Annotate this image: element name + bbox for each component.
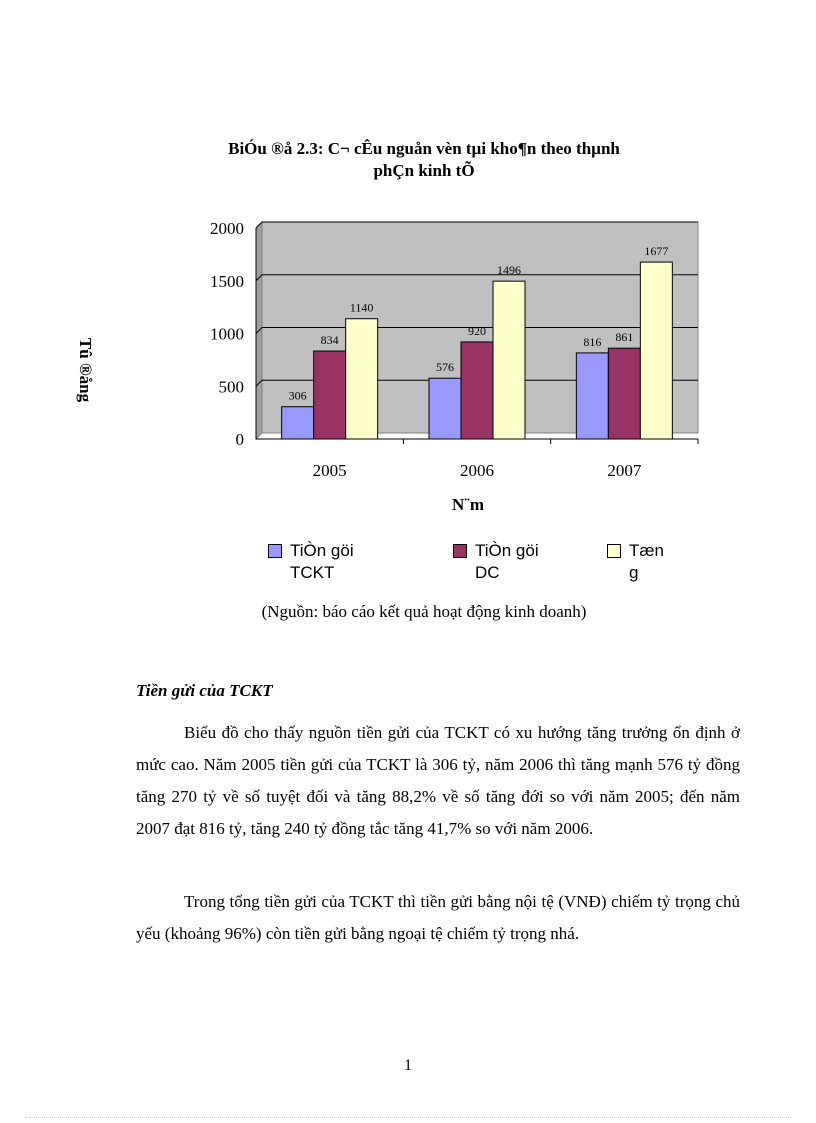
y-tick-label: 1500 (210, 271, 244, 291)
bar-value-label: 1496 (497, 263, 521, 278)
bar (346, 319, 378, 439)
paragraph-2: Trong tổng tiền gửi của TCKT thì tiền gửi bằng nội tệ (VNĐ) chiếm tỷ trọng chủ yếu (khoảng 96%) còn tiền gửi bằng ngoại tệ chiếm tỷ trọng nhá. (136, 892, 740, 943)
x-tick-label: 2006 (460, 461, 494, 480)
legend-item-dc (453, 540, 539, 584)
bar (314, 351, 346, 439)
y-tick-label: 1000 (210, 324, 244, 344)
chart-title-line-1: BiÓu ®å 2.3: C¬ cÊu nguån vèn tµi kho¶n theo thµnh (228, 139, 620, 158)
y-tick-label: 2000 (210, 219, 244, 238)
legend-swatch-tckt (268, 544, 282, 558)
y-tick-label: 0 (235, 430, 244, 449)
legend-label-tong: Tæn g (629, 541, 664, 582)
bar-value-label: 576 (436, 360, 454, 375)
legend-label-tckt: TiÒn göi TCKT (290, 541, 354, 582)
x-tick-label: 2005 (312, 461, 347, 480)
legend-label-dc: TiÒn göi DC (475, 541, 539, 582)
source-note: (Nguồn: báo cáo kết quả hoạt động kinh doanh) (261, 602, 587, 621)
bar (576, 353, 608, 439)
x-axis-title: N¨m (451, 495, 485, 514)
y-tick-label: 500 (218, 377, 244, 397)
bar-value-label: 816 (583, 334, 602, 349)
bar (493, 281, 525, 439)
bar (640, 262, 672, 439)
bar-value-label: 920 (468, 323, 486, 338)
paragraph-1: Biểu đồ cho thấy nguồn tiền gửi của TCKT có xu hướng tăng trưởng ổn định ở mức cao. Năm 2005 tiền gửi của TCKT là 306 tỷ, năm 2006 thì tăng mạnh 576 tỷ đồng tăng 270 tỷ về số tuyệt đối và tăng 88,2% về số tăng đới so với năm 2005; đến năm 2007 đạt 816 tỷ, tăng 240 tỷ đồng tắc tăng 41,7% so với năm 2006. (136, 723, 740, 838)
legend-item-tong (607, 540, 664, 584)
bar-value-label: 1677 (644, 244, 669, 259)
bar (608, 348, 640, 439)
section-heading: Tiền gửi của TCKT (136, 681, 273, 700)
legend-swatch-dc (453, 544, 467, 558)
y-axis-title: Tû ®ång (76, 337, 95, 403)
bar (461, 342, 493, 439)
page-number: 1 (404, 1057, 412, 1074)
bar-value-label: 861 (615, 330, 634, 345)
bar (429, 378, 461, 439)
page-bottom-divider (25, 1117, 791, 1118)
bar-value-label: 1140 (349, 300, 374, 315)
legend-swatch-tong (607, 544, 621, 558)
bar-chart (0, 0, 816, 540)
bar-value-label: 834 (320, 333, 339, 348)
bar (282, 407, 314, 439)
x-tick-label: 2007 (607, 461, 642, 480)
bar-value-label: 306 (288, 388, 307, 403)
chart-title-line-2: phÇn kinh tÕ (373, 161, 475, 180)
legend-item-tckt (268, 540, 354, 584)
